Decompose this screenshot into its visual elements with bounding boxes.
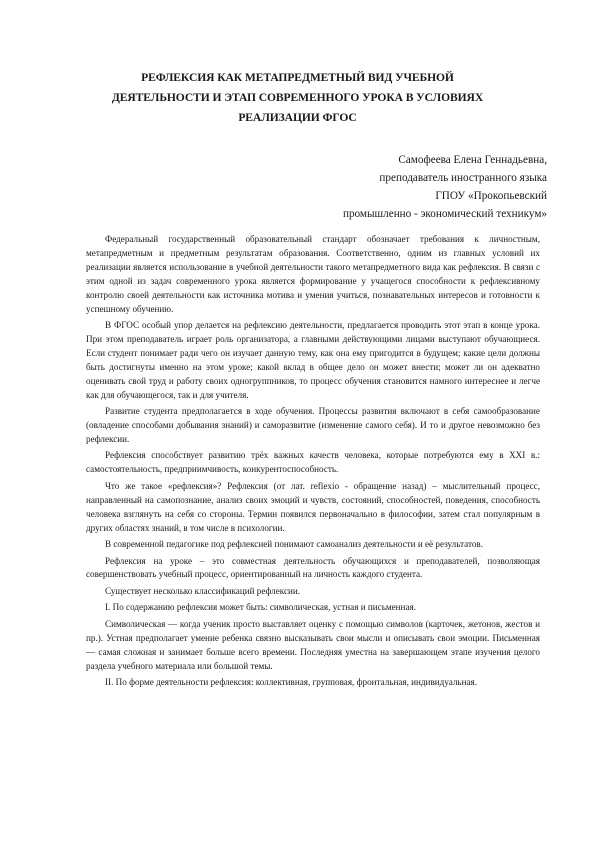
- author-name: Самофеева Елена Геннадьевна,: [398, 154, 547, 166]
- paragraph: Федеральный государственный образовательный стандарт обозначает требования к личностным, метапредметным и предметным результатам образования. Соответственно, одним из главных условий их реализации является использование в учебной деятельности такого метапредметного вида как рефлексия. В связи с этим одной из задач современного урока является формирование у учащегося способности к рефлексивному контролю своей деятельности как источника мотива и умения учиться, познавательных интересов и готовности к успешному обучению.: [86, 234, 540, 314]
- author-organization: промышленно - экономический техникум»: [342, 208, 547, 220]
- author-organization: ГПОУ «Прокопьевский: [435, 190, 547, 202]
- paragraph: Существует несколько классификаций рефлексии.: [105, 585, 301, 596]
- title-line: ДЕЯТЕЛЬНОСТИ И ЭТАП СОВРЕМЕННОГО УРОКА В УСЛОВИЯХ: [111, 91, 484, 104]
- paragraph: Развитие студента предполагается в ходе обучения. Процессы развития включают в себя самообразование (овладение способами добывания знаний) и саморазвитие (изменение самого себя). И то и другое невозможно без рефлексии.: [86, 406, 540, 444]
- author-position: преподаватель иностранного языка: [379, 172, 547, 184]
- author-block: [287, 151, 547, 223]
- title-line: РЕАЛИЗАЦИИ ФГОС: [238, 111, 357, 124]
- paragraph: II. По форме деятельности рефлексия: коллективная, групповая, фронтальная, индивидуальная.: [105, 677, 477, 688]
- paragraph: Рефлексия на уроке – это совместная деятельность обучающихся и преподавателей, позволяющая совершенствовать учебный процесс, ориентированный на личность каждого студента.: [86, 555, 540, 580]
- document-body: [86, 233, 540, 693]
- paragraph: Рефлексия способствует развитию трёх важных качеств человека, которые потребуются ему в XXI в.: самостоятельность, предприимчивость, конкурентоспособность.: [86, 450, 540, 475]
- paragraph: Что же такое «рефлексия»? Рефлексия (от лат. reflexio - обращение назад) – мыслительный процесс, направленный на самопознание, анализ своих эмоций и чувств, состояний, способностей, поведения, способность человека взглянуть на себя со стороны. Термин появился первоначально в философии, затем стал популярным в других областях знаний, в том числе в психологии.: [86, 480, 540, 533]
- paragraph: В ФГОС особый упор делается на рефлексию деятельности, предлагается проводить этот этап в конце урока. При этом преподаватель играет роль организатора, а главными действующими лицами выступают обучающиеся. Если студент понимает ради чего он изучает данную тему, как она ему пригодится в будущем; какие цели должны быть достигнуты именно на этом уроке; какой вклад в общее дело он может внести; может ли он адекватно оценивать свой труд и работу своих одногруппников, то процесс обучения становится намного интереснее и легче как для обучающегося, так и для учителя.: [86, 320, 540, 400]
- paragraph: I. По содержанию рефлексия может быть: символическая, устная и письменная.: [105, 602, 416, 613]
- paragraph: В современной педагогике под рефлексией понимают самоанализ деятельности и её результатов.: [105, 539, 483, 549]
- paragraph: Символическая — когда ученик просто выставляет оценку с помощью символов (карточек, жетонов, жестов и пр.). Устная предполагает умение ребенка связно высказывать свои мысли и описывать свои эмоции. Письменная — самая сложная и занимает больше всего времени. Последняя уместна на завершающем этапе изучения целого раздела учебного материала или большой темы.: [86, 618, 540, 671]
- title-line: РЕФЛЕКСИЯ КАК МЕТАПРЕДМЕТНЫЙ ВИД УЧЕБНОЙ: [141, 71, 454, 84]
- document-title: [70, 68, 525, 128]
